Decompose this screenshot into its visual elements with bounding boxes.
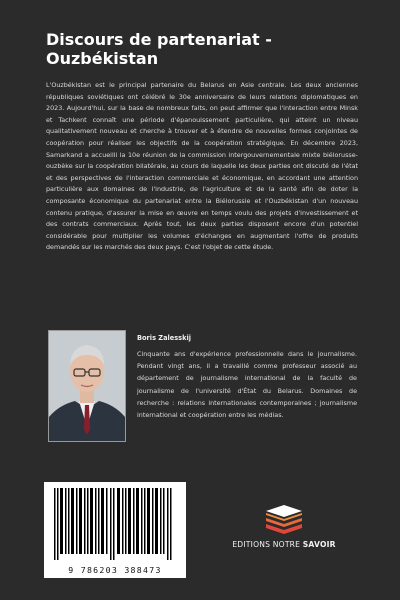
publisher-name-regular: EDITIONS NOTRE <box>232 540 303 549</box>
author-bio: Cinquante ans d'expérience professionnelle dans le journalisme. Pendant vingt ans, il a travaillé comme professeur associé au département de journalisme international de la faculté de journalisme de l'université d'État du Belarus. Domaines de recherche : relations internationales contemporaines ; journalisme international et coopération entre les médias. <box>137 350 357 420</box>
isbn-digits: 9 786203 388473 <box>68 565 162 575</box>
publisher-name <box>229 540 339 549</box>
back-cover-blurb: L'Ouzbékistan est le principal partenaire du Belarus en Asie centrale. Les deux anciennes républiques soviétiques ont célébré le 30e anniversaire de leurs relations diplomatiques en 2023. Aujourd'hui, sur la base de nombreux faits, on peut affirmer que l'interaction entre Minsk et Tachkent connaît une période d'épanouissement particulière, qui atteint un niveau qualitativement nouveau et cherche à trouver et à étendre de nouvelles formes conjointes de coopération pour réaliser les objectifs de la coopération stratégique. En décembre 2023, Samarkand a accueilli la 10e réunion de la commission intergouvernementale mixte biélorusse-ouzbèke sur la coopération bilatérale, au cours de laquelle les deux parties ont discuté de l'état et des perspectives de l'interaction commerciale et économique, en accordant une attention particulière aux domaines de l'industrie, de l'agriculture et de la santé afin de doter la composante économique du partenariat entre la Biélorussie et l'Ouzbékistan d'un nouveau contenu pratique, d'assurer la mise en œuvre en temps voulu des projets d'investissement et des contrats commerciaux. Après tout, les deux parties disposent encore d'un potentiel considérable pour multiplier les volumes d'échanges en augmentant l'offre de produits demandés sur les marchés des deux pays. C'est l'objet de cette étude. <box>46 81 358 252</box>
author-photo <box>48 330 126 442</box>
isbn-barcode <box>44 482 186 578</box>
publisher-book-stack-icon <box>262 503 306 537</box>
author-name: Boris Zalesskij <box>137 334 192 342</box>
book-title: Discours de partenariat - Ouzbékistan <box>46 30 272 68</box>
barcode-bars <box>44 482 186 562</box>
publisher-name-bold: SAVOIR <box>302 540 336 549</box>
